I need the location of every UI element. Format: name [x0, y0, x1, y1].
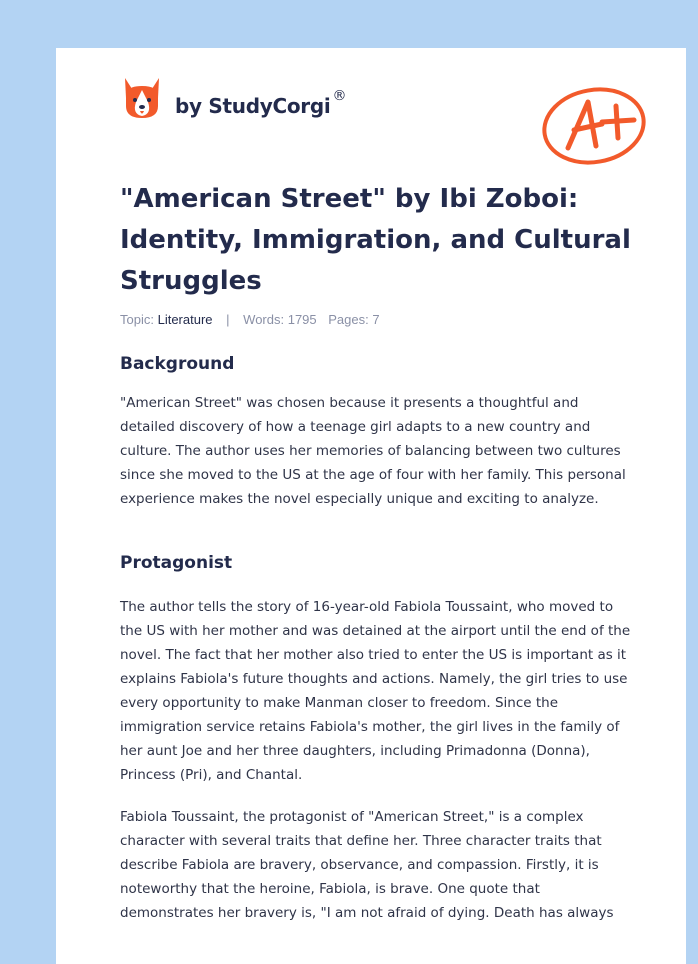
page-title: "American Street" by Ibi Zoboi: Identity, Immigration, and Cultural Struggles	[120, 184, 631, 296]
a-plus-badge-icon	[538, 84, 656, 166]
paragraph: "American Street" was chosen because it presents a thoughtful and detailed discovery of how a teenage girl adapts to a new country and culture. The author uses her memories of balancing between two cultures since she moved to the US at the age of four with her family. This personal experience makes the novel especially unique and exciting to analyze.	[120, 395, 626, 507]
words-label: Words:	[243, 312, 285, 327]
brand-name: by StudyCorgi	[175, 94, 331, 118]
document-meta	[120, 312, 380, 327]
pages-count: 7	[372, 312, 380, 327]
section-heading-background: Background	[120, 354, 235, 374]
document-page	[56, 48, 686, 964]
section-heading-protagonist: Protagonist	[120, 553, 233, 573]
header	[120, 76, 660, 136]
brand-logo-text[interactable]	[175, 88, 347, 118]
topic-link[interactable]: Literature	[157, 312, 213, 327]
registered-mark: ®	[332, 88, 347, 104]
pages-label: Pages:	[328, 312, 369, 327]
words-count: 1795	[287, 312, 317, 327]
paragraph: The author tells the story of 16-year-old Fabiola Toussaint, who moved to the US with her mother and was detained at the airport until the end of the novel. The fact that her mother also tried to enter the US is important as it explains Fabiola's future thoughts and actions. Namely, the girl tries to use every opportunity to make Manman closer to freedom. Since the immigration service retains Fabiola's mother, the girl lives in the family of her aunt Joe and her three daughters, including Primadonna (Donna), Princess (Pri), and Chantal.	[120, 599, 631, 783]
meta-separator: |	[226, 312, 230, 327]
corgi-icon	[122, 76, 162, 120]
paragraph: Fabiola Toussaint, the protagonist of "American Street," is a complex character with several traits that define her. Three character traits that describe Fabiola are bravery, observance, and compassion. Firstly, it is noteworthy that the heroine, Fabiola, is brave. One quote that demonstrates her bravery is, "I am not afraid of dying. Death has always	[120, 809, 614, 921]
topic-label: Topic:	[120, 312, 154, 327]
